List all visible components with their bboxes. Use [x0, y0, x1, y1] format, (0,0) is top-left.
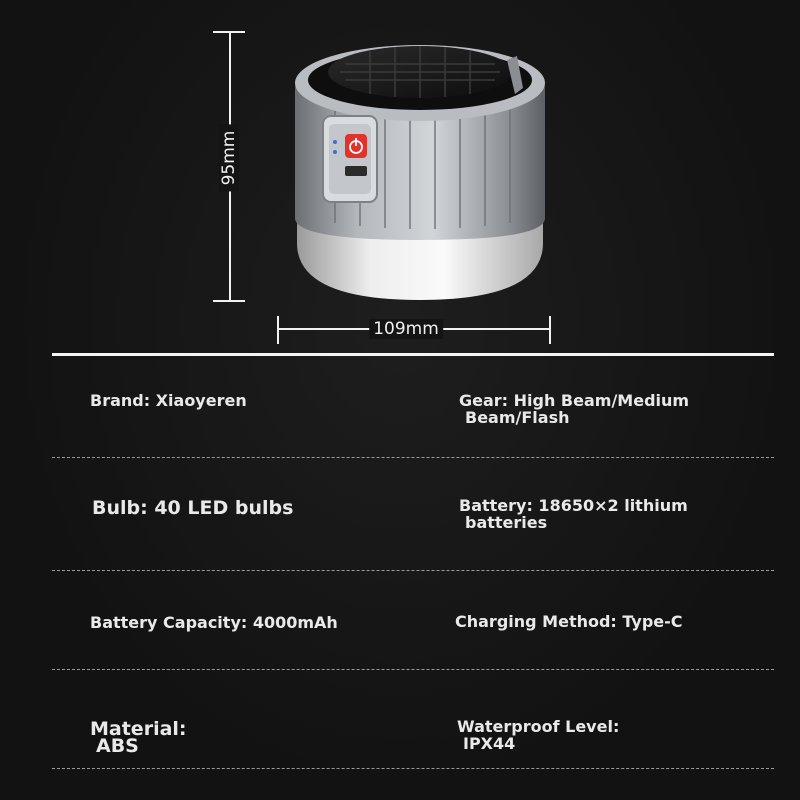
usb-port-icon [345, 166, 367, 176]
height-dimension-label: 95mm [219, 125, 239, 192]
spec-material-line2: ABS [96, 735, 139, 757]
spec-brand-text: Brand: Xiaoyeren [90, 391, 247, 410]
section-divider [52, 353, 774, 356]
row-divider [52, 669, 774, 670]
spec-battery [459, 497, 688, 531]
spec-material-line1: Material: [90, 718, 187, 740]
spec-capacity [90, 614, 338, 631]
spec-charging-text: Charging Method: Type-C [455, 612, 683, 631]
width-dimension-right-cap [549, 316, 551, 344]
spec-gear-line2: Beam/Flash [465, 408, 570, 427]
spec-brand [90, 392, 247, 409]
row-divider [52, 457, 774, 458]
spec-capacity-text: Battery Capacity: 4000mAh [90, 613, 338, 632]
row-divider [52, 570, 774, 571]
spec-gear [459, 392, 689, 426]
spec-battery-line2: batteries [465, 513, 548, 532]
spec-material [90, 718, 187, 757]
spec-gear-line1: Gear: High Beam/Medium [459, 391, 690, 410]
camping-lantern-image [285, 28, 555, 308]
spec-waterproof-line1: Waterproof Level: [457, 717, 620, 736]
spec-battery-line1: Battery: 18650×2 lithium [459, 496, 688, 515]
solar-panel-icon [328, 46, 512, 98]
spec-bulb-text: Bulb: 40 LED bulbs [92, 497, 294, 519]
row-divider [52, 768, 774, 769]
spec-waterproof [457, 718, 619, 752]
power-button-icon [345, 134, 367, 158]
spec-bulb [92, 497, 294, 519]
spec-waterproof-line2: IPX44 [463, 734, 516, 753]
width-dimension-left-cap [277, 316, 279, 344]
spec-charging [455, 613, 683, 630]
width-dimension-label: 109mm [369, 319, 443, 339]
height-dimension-bottom-cap [213, 300, 245, 302]
